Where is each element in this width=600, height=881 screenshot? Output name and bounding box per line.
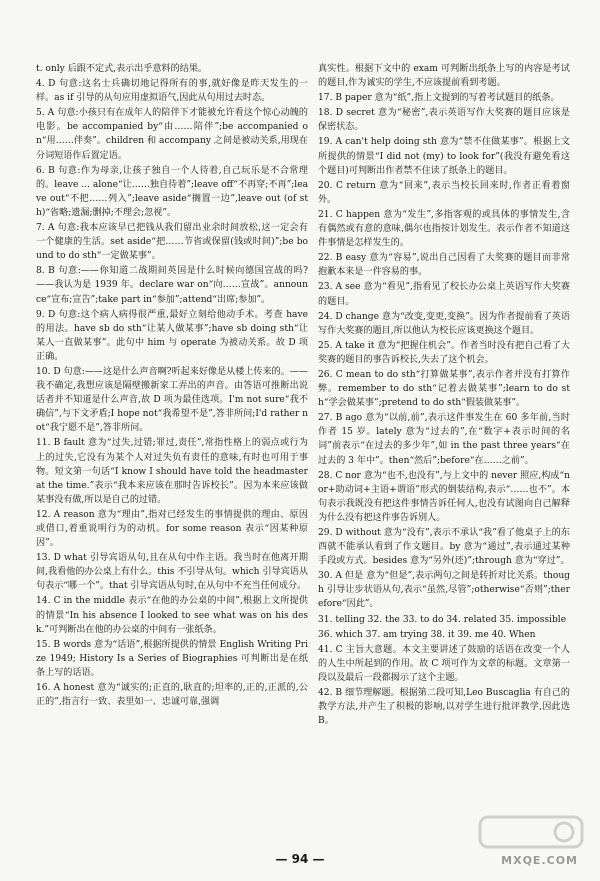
answer-entry-20: 20. C return 意为“回来”,表示当校长回来时,作者正看着窗外。 (318, 180, 570, 205)
answer-entry-42: 42. B 细节理解题。根据第二段可知,Leo Buscaglia 有自己的教学方法,并产生了积极的影响,以对学生进行批评教学,因此选 B。 (318, 688, 570, 727)
answer-entry-8: 8. B 句意:——你知道二战期间英国是什么时候向德国宣战的吗?——我认为是 1939 年。declare war on“向……宣战”。announce“宣布;宣告”;take part in“参加”;attend“出席;参加”。 (36, 266, 308, 305)
answer-entry-17: 17. B paper 意为“纸”,指上文提到的写着考试题目的纸条。 (318, 93, 560, 104)
page-number: — 94 — (275, 852, 325, 866)
answer-entry-11: 11. B fault 意为“过失,过错;罪过,责任”,常指性格上的弱点或行为上的过失,它没有为某个人对过失负有责任的意味,有时也可用于事物。短文第一句话“I know I should have told the headmaster at the time.”表示“我本来应该在那时告诉校长”。因为本来应该做某事没有做,所以是自己的过错。 (36, 438, 308, 505)
answer-entry-22: 22. B easy 意为“容易”,说出自己因看了大奖赛的题目而非常抱歉本来是一件容易的事。 (318, 253, 570, 278)
answer-entry-14: 14. C in the middle 表示“在他的办公桌的中间”,根据上文所提供的情景“In his absence I looked to see what was on his desk.”可判断出在他的办公桌的中间有一张纸条。 (36, 596, 308, 635)
answer-entry-12: 12. A reason 意为“理由”,指对已经发生的事情提供的理由、原因或借口,着重说明行为的动机。for some reason 表示“因某种原因”。 (36, 509, 308, 549)
answer-entry-29: 29. D without 意为“没有”,表示不承认“我”看了他桌子上的东西就不能承认看到了作文题目。by 意为“通过”,表示通过某种手段或方式。besides 意为“另外(还)”;through 意为“穿过”。 (318, 528, 570, 567)
answer-entry-41: 41. C 主旨大意题。本文主要讲述了鼓励的话语在改变一个人的人生中所起到的作用。故 C 项可作为文章的标题。文章第一段以及最后一段都揭示了这个主题。 (318, 644, 570, 683)
answer-entry-prev-7: t. only 后跟不定式,表示出乎意料的结果。 (36, 64, 208, 74)
answer-entry-26: 26. C mean to do sth“打算做某事”,表示作者并没有打算作弊。remember to do sth“记着去做某事”;learn to do sth“学会做某事”;pretend to do sth“假装做某事”。 (318, 369, 570, 409)
watermark-site-text: MXQE.COM (501, 854, 578, 867)
answer-entry-16: 16. A honest 意为“诚实的;正直的,耿直的;坦率的,正的,正派的,公正的”,指言行一致、表里如一、忠诚可靠,强调 (36, 683, 308, 708)
answer-entry-13: 13. D what 引导宾语从句,且在从句中作主语。我当时在他离开期间,我看他的办公桌上有什么。this 不引导从句。which 引导宾语从句表示“哪一个”。that 引导宾语从句时,在从句中不充当任何成分。 (36, 553, 308, 592)
answer-entry-25: 25. A take it 意为“把握住机会”。作者当时没有把自己看了大奖赛的题目的事告诉校长,失去了这个机会。 (318, 340, 570, 365)
answer-entry-24: 24. D change 意为“改变,变更,变换”。因为作者提前看了英语写作大奖赛的题目,所以他认为校长应该更换这个题目。 (318, 311, 570, 336)
answer-entry-30: 30. A 但是 意为“但是”,表示两句之间是转折对比关系。though 引导让步状语从句,表示“虽然,尽管”;otherwise“否则”;therefore“因此”。 (318, 571, 570, 610)
answer-entry-5: 5. A 句意:小孩只有在成年人的陪伴下才能被允许看这个惊心动魄的电影。be accompanied by“由……陪伴”;be accompanied on“用……伴奏”。children 和 accompany 之间是被动关系,用现在分词短语作后置定语。 (36, 108, 308, 161)
answer-entry-16-cont: 真实性。根据下文中的 exam 可判断出纸条上写的内容是考试的题目,作为诚实的学生,不应该提前看到考题。 (318, 64, 570, 89)
answer-entry-4: 4. D 句意:这名士兵确切地记得所有的事,就好像是昨天发生的一样。as if 引导的从句应用虚拟语气,因此从句用过去时态。 (36, 79, 308, 104)
answer-entry-9: 9. D 句意:这个病人病得很严重,最好立刻给他动手术。考查 have 的用法。have sb do sth“让某人做某事”;have sb doing sth“让某人一直做某事”。此句中 him 与 operate 为被动关系。故 D 项正确。 (36, 309, 308, 362)
answers-36-40: 36. which 37. am trying 38. it 39. me 40. When (318, 629, 536, 640)
answer-entry-10: 10. D 句意:——这是什么声音啊?听起来好像是从楼上传来的。——我不确定,我想应该是隔壁搬新家工弄出的声音。由答语可推断出说话者并不知道是什么声音,故 D 项为最佳选项。I'm not sure“我不确信”,与下文矛盾;I hope not“我希望不是”,答非所问;I'd rather not“我宁愿不是”,答非所问。 (36, 366, 308, 434)
answer-entry-19: 19. A can't help doing sth 意为“禁不住做某事”。根据上文所提供的情景“I did not (my) to look for”(我没有避免看这个题目)可判断出作者禁不住读了纸条上的题目。 (318, 137, 570, 176)
answer-entry-28: 28. C nor 意为“也不,也没有”,与上文中的 never 照应,构成“nor+助动词+主语+谓语”形式的倒装结构,表示“……也不”。本句表示我既没有把这件事情告诉任何人,也没有试图向自己解释为什么没有把这件事告诉别人。 (318, 470, 570, 523)
left-column (36, 62, 308, 710)
answers-31-35: 31. telling 32. the 33. to do 34. related 35. impossible (318, 614, 567, 625)
answer-entry-18: 18. D secret 意为“秘密”,表示英语写作大奖赛的题目应该是保密状态。 (318, 108, 570, 133)
answer-entry-21: 21. C happen 意为“发生”,多指客观的或具体的事情发生,含有偶然或有意的意味,偶尔也指按计划发生。表示作者不知道这件事情是怎样发生的。 (318, 209, 570, 249)
answer-entry-6: 6. B 句意:作为母亲,让孩子独自一个人待着,自己玩乐是不合常理的。leave ... alone“让……独自待着”;leave off“不再穿;不再”;leave out“不把……列入”;leave aside“搁置一边”,leave out (of sth)“省略;遗漏;删掉;不理会;忽视”。 (36, 165, 308, 218)
answer-entry-27: 27. B ago 意为“以前,前”,表示这件事发生在 60 多年前,当时作者 15 岁。lately 意为“过去的”,在“数字+表示时间的名词”前表示“在过去的多少年”,如 in the past three years“在过去的 3 年中”。then“然后”;before“在……之前”。 (318, 413, 570, 466)
answer-entry-7: 7. A 句意:我本应该早已把钱从我们留出业余时间放松,这一定会有一个健康的生活。set aside“把……节省或保留(钱或时间)”;be bound to do sth“一定做某事”。 (36, 223, 308, 262)
answer-entry-23: 23. A see 意为“看见”,指看见了校长办公桌上英语写作大奖赛的题目。 (318, 282, 570, 307)
answer-entry-15: 15. B words 意为“话语”,根据所提供的情景 English Writing Prize 1949; History Is a Series of Biographies 可判断出是在纸条上写的话语。 (36, 639, 308, 678)
right-column (318, 62, 570, 729)
